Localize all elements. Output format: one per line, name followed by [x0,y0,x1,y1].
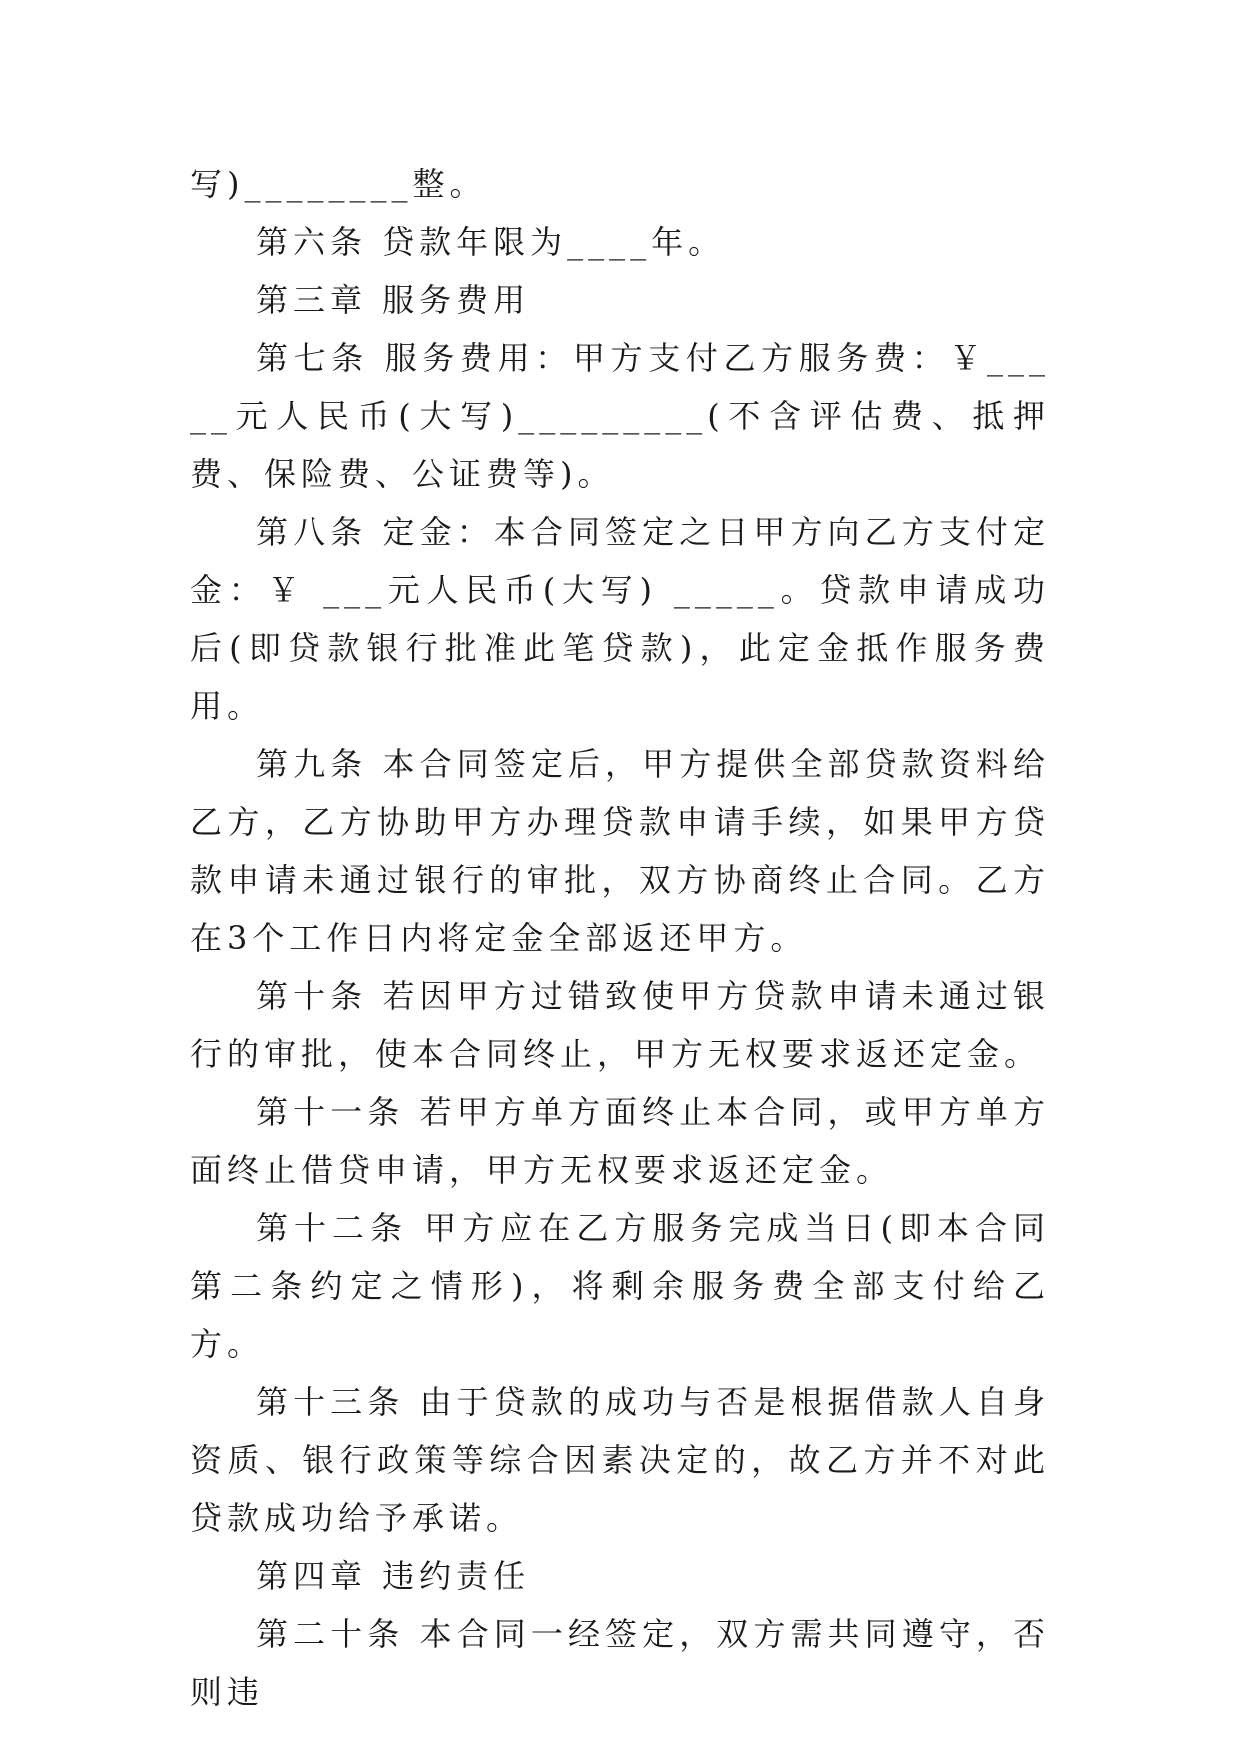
document-body [190,155,1050,1721]
article-9: 第九条 本合同签定后，甲方提供全部贷款资料给乙方，乙方协助甲方办理贷款申请手续，如果甲方贷款申请未通过银行的审批，双方协商终止合同。乙方在3个工作日内将定金全部返还甲方。 [190,745,1050,957]
chapter-3-heading: 第三章 服务费用 [256,281,531,319]
article-8: 第八条 定金：本合同签定之日甲方向乙方支付定金：￥ ___元人民币(大写) _____。贷款申请成功后(即贷款银行批准此笔贷款)，此定金抵作服务费用。 [190,513,1050,725]
article-12: 第十二条 甲方应在乙方服务完成当日(即本合同第二条约定之情形)，将剩余服务费全部支付给乙方。 [190,1209,1050,1363]
paragraph-continuation: 写)________整。 [190,165,487,203]
chapter-4-heading: 第四章 违约责任 [256,1557,531,1595]
article-6: 第六条 贷款年限为____年。 [256,223,726,261]
article-13: 第十三条 由于贷款的成功与否是根据借款人自身资质、银行政策等综合因素决定的，故乙方并不对此贷款成功给予承诺。 [190,1383,1050,1537]
article-20: 第二十条 本合同一经签定，双方需共同遵守，否则违 [190,1615,1050,1711]
article-11: 第十一条 若甲方单方面终止本合同，或甲方单方面终止借贷申请，甲方无权要求返还定金。 [190,1093,1050,1189]
article-7: 第七条 服务费用：甲方支付乙方服务费：￥_____元人民币(大写)_________(不含评估费、抵押费、保险费、公证费等)。 [190,339,1050,493]
article-10: 第十条 若因甲方过错致使甲方贷款申请未通过银行的审批，使本合同终止，甲方无权要求返还定金。 [190,977,1050,1073]
